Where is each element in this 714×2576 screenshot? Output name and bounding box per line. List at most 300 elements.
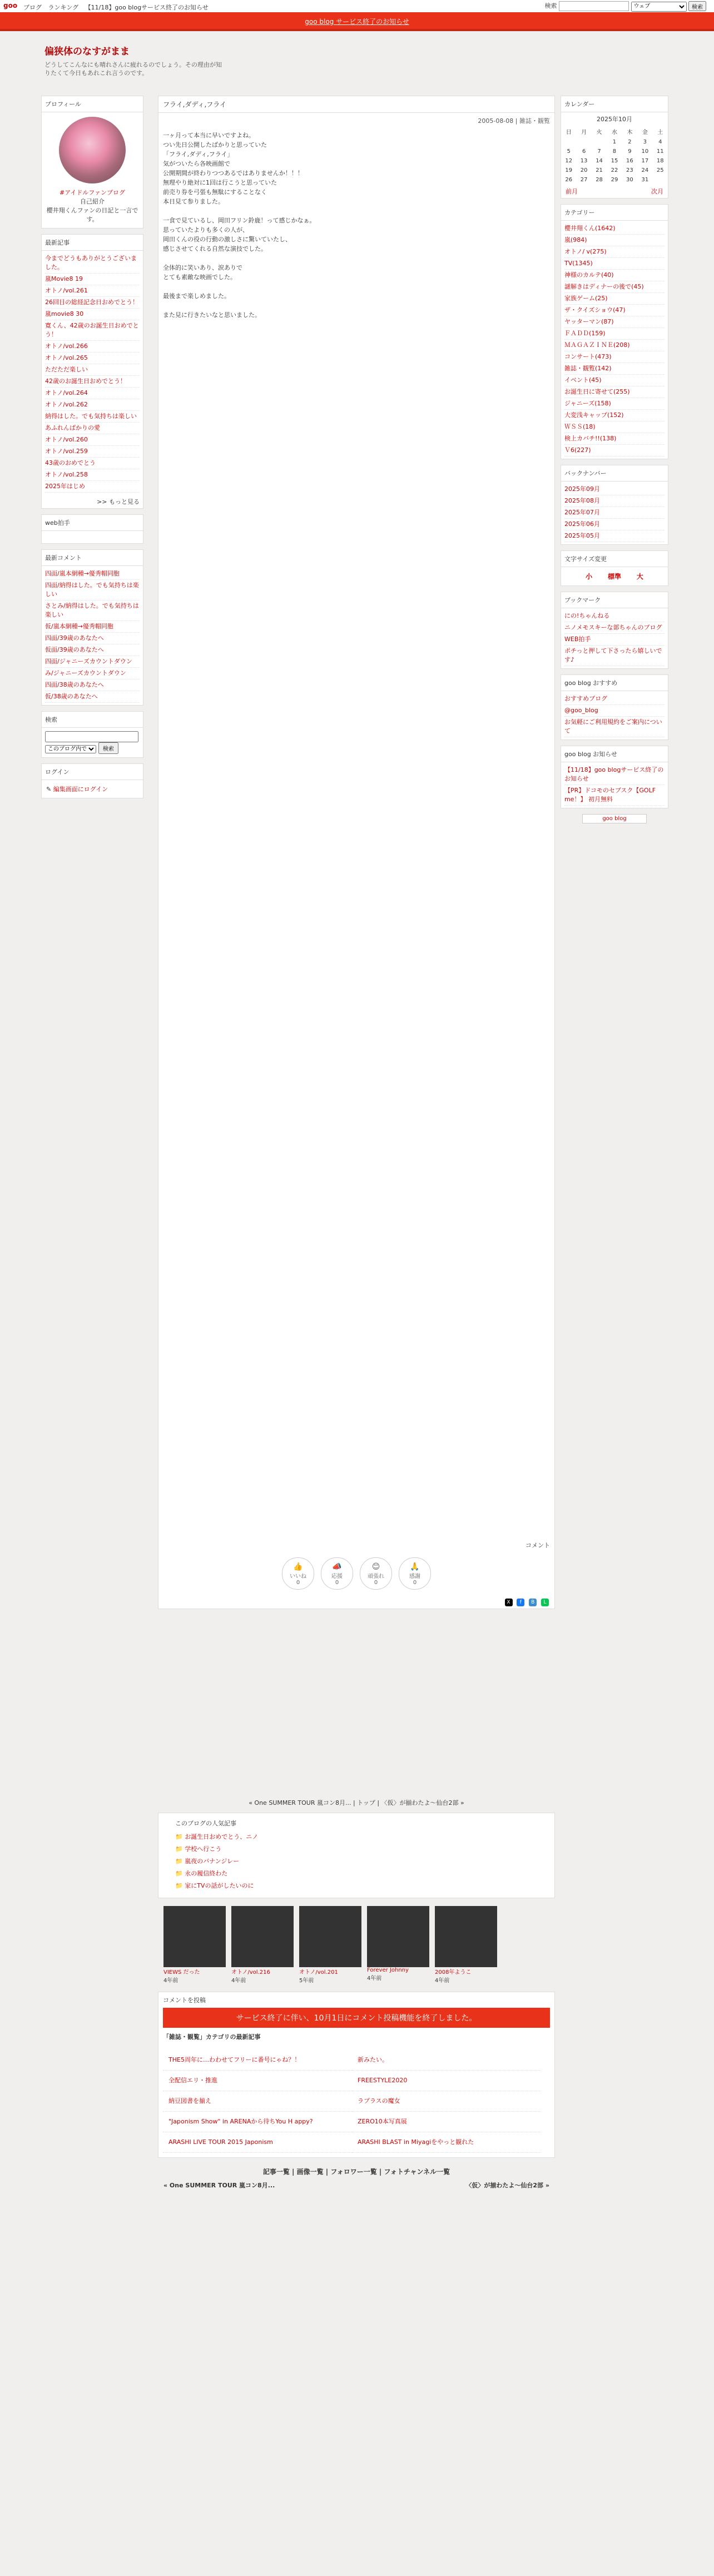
thumbnail-item[interactable] — [299, 1906, 361, 1984]
font-small-button[interactable]: 小 — [586, 573, 593, 580]
goo-news-item-link[interactable]: 【PR】ドコモのセブスク【GOLF me！】 初月無料 — [564, 787, 656, 803]
font-mid-button[interactable]: 標準 — [607, 573, 621, 580]
backnumber-item-link[interactable]: 2025年06月 — [564, 520, 600, 528]
popular-link[interactable]: お誕生日おめでとう、ニノ — [185, 1833, 259, 1840]
recent-post-item — [45, 399, 140, 411]
category-item-link[interactable]: イベント(45) — [564, 376, 602, 384]
backnumber-item-link[interactable]: 2025年09月 — [564, 485, 600, 493]
backnumber-list — [561, 482, 668, 544]
category-item — [564, 386, 665, 398]
category-item — [564, 351, 665, 363]
thumbnail-title[interactable]: VIEWS だった — [163, 1969, 200, 1976]
category-item — [564, 410, 665, 421]
calendar-day: 29 — [611, 177, 618, 183]
reaction-icon: 📣 — [332, 1562, 342, 1571]
thumbnail-image — [435, 1906, 497, 1967]
reaction-label: いいね — [290, 1574, 306, 1580]
goo-follow-item — [564, 705, 665, 717]
next-post-link[interactable]: 〈仮〉が揃わたよ〜仙台2部 » — [465, 2182, 549, 2189]
category-list — [561, 221, 668, 459]
profile-text: 櫻井翔くんファンの日記と一言です。 — [46, 207, 138, 223]
calendar-day — [592, 137, 607, 147]
calendar-month: 2025年10月 — [597, 116, 632, 123]
reaction-button[interactable] — [321, 1557, 353, 1590]
recent-post-item — [45, 341, 140, 353]
reactions — [158, 1552, 554, 1595]
thumbnail-date: 4年前 — [435, 1978, 450, 1984]
category-item-link[interactable]: 雑誌・観覧(142) — [564, 365, 612, 372]
thumbnail-date: 4年前 — [231, 1978, 246, 1984]
recent-post-item-link[interactable]: 寛くん、42歳のお誕生日おめでとう！ — [45, 322, 139, 338]
calendar-day: 30 — [626, 177, 633, 183]
bookmark-item — [564, 646, 665, 666]
recent-post-item-link[interactable]: 嵐movie8 30 — [45, 310, 84, 317]
category-item — [564, 293, 665, 305]
calendar-day: 6 — [582, 148, 586, 155]
nav-ranking[interactable]: ランキング — [48, 4, 79, 11]
reaction-button[interactable] — [282, 1557, 314, 1590]
recent-post-item — [45, 253, 140, 274]
comments-heading: 最新コメント — [42, 550, 143, 566]
recent-post-item-link[interactable]: 42歳のお誕生日おめでとう！ — [45, 378, 126, 385]
search-box — [41, 711, 143, 758]
comment-item-link[interactable]: 四面/38歳のあなたへ — [45, 681, 104, 688]
calendar-day: 14 — [596, 158, 603, 164]
category-item-link[interactable]: TV(1345) — [564, 260, 593, 267]
service-end-banner — [0, 12, 714, 31]
webclap-heading: web拍手 — [42, 515, 143, 531]
goo-follow-heading: goo blog おすすめ — [561, 675, 668, 691]
goo-follow-item — [564, 717, 665, 737]
webclap-box — [41, 514, 143, 544]
left-sidebar — [41, 96, 143, 804]
goo-follow-item-link[interactable]: @goo_blog — [564, 707, 598, 714]
next-month-link[interactable]: 次月 — [651, 188, 663, 195]
comment-item-link[interactable]: み/ジャニーズカウントダウン — [45, 669, 126, 677]
top-search-select[interactable] — [631, 2, 687, 12]
thumbnail-item[interactable] — [231, 1906, 294, 1984]
calendar-day — [576, 137, 591, 147]
category-box — [561, 204, 668, 459]
share-buttons — [158, 1595, 554, 1609]
category-post-item[interactable]: ARASHI BLAST in Miyagiをやっと観れた — [352, 2132, 541, 2153]
category-item-link[interactable]: 神様のカルテ(40) — [564, 271, 614, 279]
category-item — [564, 223, 665, 235]
post-pager[interactable]: « One SUMMER TOUR 嵐コン8月... | トップ | 〈仮〉が揃わたよ〜仙台2部 » — [249, 1799, 464, 1806]
bookmark-list — [561, 608, 668, 668]
recent-post-item-link[interactable]: オトノ/vol.261 — [45, 287, 88, 294]
popular-item — [175, 1868, 538, 1880]
prev-post-link[interactable]: « One SUMMER TOUR 嵐コン8月... — [163, 2182, 275, 2189]
font-size-heading: 文字サイズ変更 — [561, 551, 668, 567]
post-title[interactable]: フライ,ダディ,フライ — [158, 96, 554, 113]
popular-item — [175, 1880, 538, 1892]
bookmark-heading: ブックマーク — [561, 592, 668, 608]
recent-post-item-link[interactable]: オトノ/vol.260 — [45, 436, 88, 443]
comment-item-link[interactable]: 四面/納得はした。でも気持ちは楽しい — [45, 582, 139, 598]
comment-item — [45, 600, 140, 621]
calendar-weekday: 火 — [596, 130, 602, 136]
category-item — [564, 375, 665, 386]
service-end-link[interactable]: goo blog サービス終了のお知らせ — [305, 18, 409, 26]
calendar-weekday: 木 — [627, 130, 633, 136]
recent-post-item — [45, 423, 140, 434]
goo-follow-box — [561, 674, 668, 740]
comment-item — [45, 621, 140, 633]
reaction-count: 0 — [335, 1580, 339, 1586]
goo-follow-list — [561, 691, 668, 739]
category-item-link[interactable]: Ｖ6(227) — [564, 446, 591, 454]
calendar-day: 11 — [656, 148, 664, 155]
category-item — [564, 270, 665, 281]
recent-heading: 最新記事 — [42, 235, 143, 251]
category-post-item[interactable]: THE5周年に…わわせてフリーに番号にゃね？！ — [163, 2050, 352, 2071]
calendar-day: 10 — [641, 148, 649, 155]
thumbnail-date: 5年前 — [299, 1978, 314, 1984]
popular-link[interactable]: 永の履信終わた — [185, 1870, 228, 1877]
backnumber-box — [561, 465, 668, 545]
recent-post-item — [45, 388, 140, 399]
recent-post-item-link[interactable]: オトノ/vol.259 — [45, 448, 88, 455]
calendar-day: 4 — [658, 139, 662, 145]
category-item — [564, 246, 665, 258]
recent-post-item — [45, 469, 140, 481]
profile-name[interactable]: #アイドルファンブログ — [59, 189, 125, 196]
bookmark-item-link[interactable]: にの!ちゃんねる — [564, 612, 610, 619]
top-nav — [23, 3, 213, 12]
recent-post-item — [45, 411, 140, 423]
profile-label: 自己紹介 — [80, 198, 105, 205]
recent-post-item — [45, 274, 140, 285]
search-heading: 検索 — [42, 712, 143, 728]
thumbnail-title[interactable]: オトノ/vol.216 — [231, 1969, 270, 1976]
recent-post-item-link[interactable]: ただただ楽しい — [45, 366, 88, 373]
login-link[interactable]: 編集画面にログイン — [53, 786, 108, 793]
folder-icon: 📁 — [175, 1845, 185, 1853]
calendar-weekday: 金 — [642, 130, 648, 136]
bookmark-box — [561, 592, 668, 669]
category-item-link[interactable]: オトノ/ v(275) — [564, 248, 607, 255]
recent-posts-box — [41, 234, 143, 509]
top-search-button[interactable]: 検索 — [688, 1, 706, 11]
goo-news-item — [564, 785, 665, 806]
popular-heading: このブログの人気記事 — [175, 1820, 236, 1827]
calendar-weekday: 水 — [611, 130, 617, 136]
category-post-item[interactable]: FREESTYLE2020 — [352, 2071, 541, 2091]
backnumber-item — [564, 519, 665, 530]
goo-follow-item-link[interactable]: おすすめブログ — [564, 695, 608, 702]
calendar-day: 31 — [641, 177, 649, 183]
post-article — [158, 96, 555, 1609]
category-item-link[interactable]: 検上カバチ!!(138) — [564, 435, 617, 442]
reaction-label: 感謝 — [409, 1574, 420, 1580]
popular-item — [175, 1843, 538, 1855]
calendar-day: 24 — [641, 167, 649, 173]
thumbnail-image — [367, 1906, 429, 1967]
category-item-link[interactable]: ＦＡＤＤ(159) — [564, 330, 606, 337]
font-big-button[interactable]: 大 — [636, 573, 643, 580]
backnumber-heading: バックナンバー — [561, 465, 668, 482]
popular-link[interactable]: 嵐夜のバナンジレー — [185, 1858, 240, 1865]
facebook-share-icon[interactable]: f — [517, 1599, 524, 1606]
comment-item-link[interactable]: 四面/嵐本網種→優秀帽同胞 — [45, 570, 120, 577]
calendar-day: 21 — [596, 167, 603, 173]
recent-post-item — [45, 458, 140, 469]
pencil-icon: ✎ — [46, 786, 52, 793]
recent-post-item-link[interactable]: オトノ/vol.264 — [45, 389, 88, 396]
category-post-item[interactable]: 新みたい。 — [352, 2050, 541, 2071]
comments-box — [41, 549, 143, 706]
calendar-day — [561, 137, 576, 147]
post-body: 一ヶ月って本当に早いですよね。 つい先日公開したばかりと思っていた 「フライ,ダディ,フライ」 気がついたら各映画館で 公開期間が終わりつつあるではありませんか！！！ 無理やり絶対に1回は行こうと思っていた 前売り券を弓張も無駄にすることなく 本日見て参りました。 一食で見ているし、岡田フリン鈴鹿！って感じかなぁ。 思っていたよりも多くの人が、 岡田くんの役の行動の激しさに驚いていたし、 感じさせてくれる自然な演技でした。 全体的に笑いあり、涙ありで とても素敵な映画でした。 最後まで楽しめました。 また見に行きたいなと思いました。 — [163, 132, 316, 319]
backnumber-item — [564, 495, 665, 507]
bookmark-item-link[interactable]: WEB拍手 — [564, 636, 591, 643]
blog-description: どうしてこんなにも晴れさんに疲れるのでしょう。その理由が知りたくて今日もあれこれ言うのです。 — [44, 61, 222, 77]
calendar-day: 28 — [596, 177, 603, 183]
blog-search-select[interactable] — [45, 745, 96, 753]
category-item-link[interactable]: 家族ゲーム(25) — [564, 295, 608, 302]
recent-post-item-link[interactable]: 2025年はじめ — [45, 483, 85, 490]
comment-item-link[interactable]: 四面/ジャニーズカウントダウン — [45, 658, 132, 665]
calendar-day: 12 — [565, 158, 573, 164]
comment-item-link[interactable]: 仮面/39歳のあなたへ — [45, 646, 104, 653]
thumbnail-image — [163, 1906, 226, 1967]
recent-post-item — [45, 376, 140, 388]
bookmark-item — [564, 611, 665, 622]
backnumber-item-link[interactable]: 2025年08月 — [564, 497, 600, 504]
popular-item — [175, 1855, 538, 1868]
reaction-label: 応援 — [331, 1574, 343, 1580]
recent-post-item-link[interactable]: オトノ/vol.265 — [45, 354, 88, 361]
comment-item-link[interactable]: 四面/39歳のあなたへ — [45, 634, 104, 642]
comment-item — [45, 668, 140, 679]
calendar-weekday: 日 — [566, 130, 572, 136]
prev-month-link[interactable]: 前月 — [566, 188, 578, 195]
category-item — [564, 328, 665, 340]
calendar-day: 3 — [643, 139, 647, 145]
more-link[interactable]: >> もっと見る — [97, 498, 140, 505]
category-item-link[interactable]: お誕生日に寄せて(255) — [564, 388, 630, 395]
calendar-day: 9 — [628, 148, 632, 155]
category-item — [564, 235, 665, 246]
reaction-count: 0 — [413, 1580, 417, 1586]
x-share-icon[interactable]: X — [505, 1599, 513, 1606]
thumbnail-item[interactable] — [367, 1906, 429, 1982]
calendar-heading: カレンダー — [561, 96, 668, 112]
blog-title[interactable]: 偏狭体のなすがまま — [44, 46, 130, 57]
calendar-day: 2 — [628, 139, 632, 145]
category-post-item[interactable]: ARASHI LIVE TOUR 2015 Japonism — [163, 2132, 352, 2153]
reaction-count: 0 — [296, 1580, 300, 1586]
category-item-link[interactable]: ジャニーズ(158) — [564, 400, 611, 407]
calendar-day: 5 — [567, 148, 571, 155]
calendar-day: 18 — [656, 158, 664, 164]
category-item — [564, 433, 665, 445]
category-item-link[interactable]: ＷＳＳ(18) — [564, 423, 596, 430]
category-heading: カテゴリー — [561, 205, 668, 221]
category-posts-heading: 「雑誌・観覧」カテゴリの最新記事 — [163, 2033, 261, 2041]
thumbnail-item[interactable] — [163, 1906, 226, 1984]
comment-item — [45, 568, 140, 580]
thumbnail-title[interactable]: Forever Johnny — [367, 1967, 409, 1973]
thumbnail-title[interactable]: 2008年ようこ — [435, 1969, 472, 1976]
thumbnail-item[interactable] — [435, 1906, 497, 1984]
blog-search-input[interactable] — [45, 731, 138, 742]
popular-link[interactable]: 家にTVの話がしたいのに — [185, 1882, 254, 1889]
backnumber-item-link[interactable]: 2025年07月 — [564, 509, 600, 516]
right-sidebar — [561, 96, 668, 823]
goo-follow-item-link[interactable]: お気軽にご利用規約をご案内について — [564, 718, 662, 734]
goo-news-list — [561, 762, 668, 808]
category-item-link[interactable]: コンサート(473) — [564, 353, 612, 360]
popular-item — [175, 1831, 538, 1843]
recent-post-item-link[interactable]: 嵐Movie8 19 — [45, 275, 83, 282]
calendar-day: 25 — [656, 167, 664, 173]
calendar-day: 17 — [641, 158, 649, 164]
category-post-item[interactable]: 全配信エリ・推進 — [163, 2071, 352, 2091]
line-share-icon[interactable]: L — [541, 1599, 549, 1606]
goo-news-box — [561, 746, 668, 808]
category-posts — [158, 2046, 554, 2157]
thumbnail-date: 4年前 — [367, 1976, 382, 1982]
category-item-link[interactable]: ＭＡＧＡＺＩＮＥ(208) — [564, 341, 630, 349]
comment-link[interactable]: コメント — [525, 1542, 550, 1549]
top-search — [545, 1, 707, 12]
main-column — [158, 96, 555, 2190]
recent-list — [42, 251, 143, 495]
bookmark-item — [564, 622, 665, 634]
popular-list — [175, 1831, 538, 1892]
calendar-weekday: 月 — [581, 130, 587, 136]
category-item-link[interactable]: 謎解きはディナーの後で(45) — [564, 283, 644, 290]
calendar-day: 16 — [626, 158, 633, 164]
goo-news-item-link[interactable]: 【11/18】goo blogサービス終了のお知らせ — [564, 766, 664, 782]
blog-header — [44, 43, 222, 77]
comment-item — [45, 656, 140, 668]
bookmark-item-link[interactable]: ポチっと押して下さったら嬉しいです♪ — [564, 647, 662, 663]
reaction-icon: 👍 — [293, 1562, 303, 1571]
category-post-item[interactable]: 納豆図書を揃え — [163, 2091, 352, 2112]
recent-post-item-link[interactable]: オトノ/vol.258 — [45, 471, 88, 478]
category-item-link[interactable]: 櫻井翔くん(1642) — [564, 225, 616, 232]
category-item-link[interactable]: ザ・クイズショウ(47) — [564, 306, 626, 314]
category-item — [564, 281, 665, 293]
category-item — [564, 305, 665, 316]
login-heading: ログイン — [42, 764, 143, 780]
backnumber-item-link[interactable]: 2025年05月 — [564, 532, 600, 539]
nav-blog[interactable]: ブログ — [23, 4, 42, 11]
backnumber-item — [564, 484, 665, 495]
recent-post-item — [45, 297, 140, 309]
category-item — [564, 340, 665, 351]
comment-item — [45, 633, 140, 644]
goo-blog-badge[interactable]: goo blog — [582, 814, 647, 823]
font-size-box — [561, 550, 668, 586]
blog-search-button[interactable]: 検索 — [98, 742, 118, 754]
goo-logo[interactable]: goo — [3, 2, 18, 9]
thumbnail-title[interactable]: オトノ/vol.201 — [299, 1969, 338, 1976]
recent-post-item-link[interactable]: あふれんばかりの愛 — [45, 424, 100, 431]
calendar-day: 13 — [580, 158, 588, 164]
thumbnail-image — [231, 1906, 294, 1967]
recent-post-item-link[interactable]: オトノ/vol.266 — [45, 343, 88, 350]
search-label: 検索 — [544, 2, 557, 9]
category-item-link[interactable]: ヤッターマン(87) — [564, 318, 614, 325]
comment-closed-notice: サービス終了に伴い、10月1日にコメント投稿機能を終了しました。 — [163, 2008, 550, 2028]
login-box — [41, 763, 143, 798]
comment-item-link[interactable]: 仮/嵐本網種→優秀帽同胞 — [45, 623, 113, 630]
goo-news-heading: goo blog お知らせ — [561, 746, 668, 762]
recent-post-item-link[interactable]: オトノ/vol.262 — [45, 401, 88, 408]
recent-post-item — [45, 309, 140, 320]
nav-news[interactable]: 【11/18】goo blogサービス終了のお知らせ — [85, 4, 209, 11]
calendar-day: 15 — [611, 158, 618, 164]
profile-box — [41, 96, 143, 229]
recent-post-item — [45, 320, 140, 341]
category-item — [564, 398, 665, 410]
backnumber-item — [564, 530, 665, 542]
category-item — [564, 316, 665, 328]
recent-post-item-link[interactable]: 今までどうもありがとうございました。 — [45, 255, 137, 271]
reaction-button[interactable] — [399, 1557, 431, 1590]
calendar-day: 23 — [626, 167, 633, 173]
backnumber-item — [564, 507, 665, 519]
popular-link[interactable]: 学校へ行こう — [185, 1845, 222, 1853]
post-meta: 2005-08-08 | 雑誌・観覧 — [478, 117, 550, 125]
recent-post-item-link[interactable]: 26回目の総経記念日おめでとう！ — [45, 299, 138, 306]
recent-post-item-link[interactable]: 43歳のおめでとう — [45, 459, 96, 466]
popular-posts — [158, 1813, 555, 1898]
calendar-day: 8 — [612, 148, 617, 155]
category-post-item[interactable]: "Japonism Show" in ARENAから待ちYou H appy? — [163, 2112, 352, 2132]
top-search-input[interactable] — [559, 1, 629, 11]
category-post-item[interactable]: ラプラスの魔女 — [352, 2091, 541, 2112]
recent-post-item — [45, 285, 140, 297]
goo-follow-item — [564, 693, 665, 705]
reaction-icon: 🙏 — [410, 1562, 420, 1571]
recent-post-item-link[interactable]: 納得はした。でも気持ちは楽しい — [45, 413, 137, 420]
category-item-link[interactable]: 嵐(984) — [564, 236, 587, 244]
comment-item-link[interactable]: さとみ/納得はした。でも気持ちは楽しい — [45, 602, 139, 618]
category-item — [564, 258, 665, 270]
category-item-link[interactable]: 大変浅キャップ(152) — [564, 411, 624, 419]
folder-icon: 📁 — [175, 1882, 185, 1889]
category-item — [564, 421, 665, 433]
calendar-day: 7 — [597, 148, 601, 155]
profile-heading: プロフィール — [42, 96, 143, 112]
comments-list — [42, 566, 143, 705]
calendar-box — [561, 96, 668, 198]
comment-item-link[interactable]: 仮/38歳のあなたへ — [45, 693, 98, 700]
recent-post-item — [45, 446, 140, 458]
footer-links[interactable]: 記事一覧 | 画像一覧 | フォロワー一覧 | フォトチャンネル一覧 — [262, 2168, 450, 2176]
bookmark-item-link[interactable]: ニノメモスキーな部ちゃんのブログ — [564, 624, 662, 631]
folder-icon: 📁 — [175, 1858, 185, 1865]
comment-form — [158, 1992, 555, 2158]
recent-post-item — [45, 364, 140, 376]
calendar-day: 22 — [611, 167, 618, 173]
calendar-day: 27 — [580, 177, 588, 183]
recent-post-item — [45, 481, 140, 493]
category-post-item[interactable]: ZERO10本写真展 — [352, 2112, 541, 2132]
bookmark-item — [564, 634, 665, 646]
calendar-day — [653, 175, 668, 185]
goo-news-item — [564, 765, 665, 785]
hatena-share-icon[interactable]: B — [529, 1599, 537, 1606]
reaction-button[interactable] — [360, 1557, 392, 1590]
reaction-icon: 😊 — [371, 1562, 380, 1571]
comment-item — [45, 580, 140, 600]
